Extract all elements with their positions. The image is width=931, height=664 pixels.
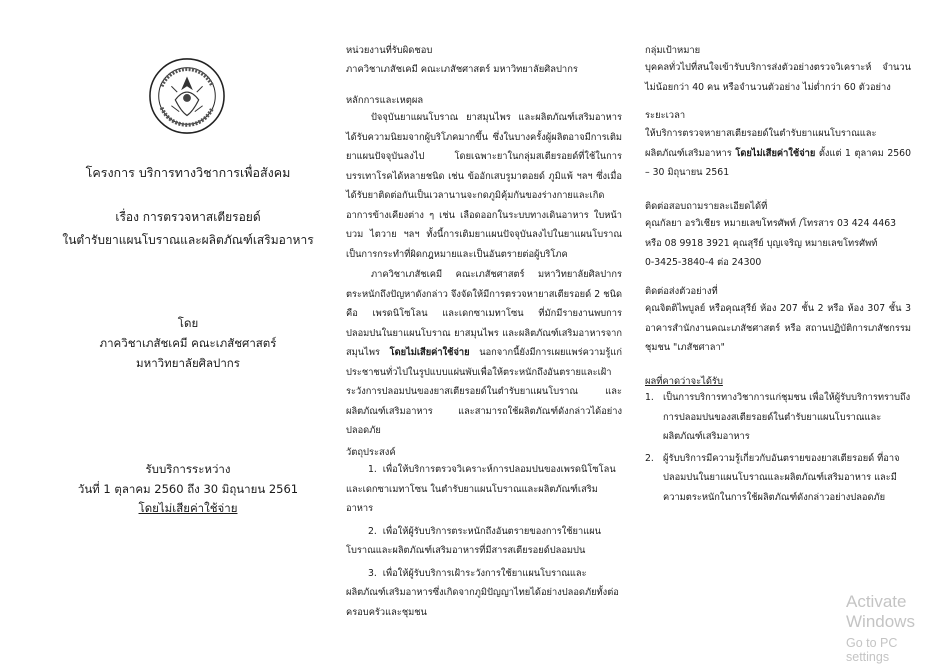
rationale-paragraph-2 — [346, 265, 622, 441]
objective-text: เพื่อให้บริการตรวจวิเคราะห์การปลอมปนของเพรดนิโซโลนและเดกซาเมทาโซน ในตำรับยาแผนโบราณและผลิตภัณฑ์เสริมอาหาร — [346, 464, 616, 514]
target-heading: กลุ่มเป้าหมาย — [645, 45, 701, 56]
contact-heading: ติดต่อสอบถามรายละเอียดได้ที่ — [645, 201, 768, 212]
benefit-item — [645, 449, 911, 508]
objective-item — [346, 460, 622, 519]
period-free: โดยไม่เสียค่าใช้จ่าย — [138, 501, 238, 516]
objective-text: เพื่อให้ผู้รับบริการเฝ้าระวังการใช้ยาแผนโบราณและผลิตภัณฑ์เสริมอาหารซึ่งเกิดจากภูมิปัญญาไทยได้อย่างปลอดภัยทั้งต่อครอบครัวและชุมชน — [346, 567, 619, 618]
watermark-line-1: Activate Windows — [846, 592, 915, 631]
contact-line-3: 0-3425-3840-4 ต่อ 24300 — [645, 257, 762, 268]
by-line-1: ภาควิชาเภสัชเคมี คณะเภสัชศาสตร์ — [99, 336, 277, 351]
benefit-text: ผู้รับบริการมีความรู้เกี่ยวกับอันตรายของยาสเตียรอยด์ ที่อาจปลอมปนในยาแผนโบราณและผลิตภัณฑ์เสริมอาหาร และมีความตระหนักในการใช้ผลิตภัณฑ์ดังกล่าวอย่างปลอดภัย — [663, 452, 900, 503]
duration-part-b: ตั้งแต่ 1 ตุลาคม 2560 – 30 มิถุนายน 2561 — [645, 147, 911, 178]
duration-free: โดยไม่เสียค่าใช้จ่าย — [735, 147, 816, 159]
benefit-text: เป็นการบริการทางวิชาการแก่ชุมชน เพื่อให้ผู้รับบริการทราบถึงการปลอมปนของสเตียรอยด์ในตำรับยาแผนโบราณและผลิตภัณฑ์เสริมอาหาร — [663, 392, 911, 442]
benefit-item — [645, 388, 911, 447]
objectives-heading: วัตถุประสงค์ — [346, 447, 396, 458]
rationale-p2-free: โดยไม่เสียค่าใช้จ่าย — [389, 347, 470, 358]
objective-num: 1. — [368, 464, 377, 475]
subject-line-1: เรื่อง การตรวจหาสเตียรอยด์ — [115, 210, 261, 224]
agency-value: ภาควิชาเภสัชเคมี คณะเภสัชศาสตร์ มหาวิทยาลัยศิลปากร — [346, 64, 578, 75]
contact-line-1: คุณกัลยา อรวิเชียร หมายเลขโทรศัพท์ /โทรสาร 03 424 4463 — [645, 218, 897, 229]
duration-heading: ระยะเวลา — [645, 110, 686, 121]
contact-line-2: หรือ 08 9918 3921 คุณสุรีย์ บุญเจริญ หมายเลขโทรศัพท์ — [645, 237, 878, 249]
duration-text — [645, 124, 911, 183]
objectives-list — [346, 460, 622, 622]
objective-item — [346, 564, 622, 623]
objective-num: 3. — [368, 567, 377, 579]
by-line-2: มหาวิทยาลัยศิลปากร — [136, 356, 240, 371]
activation-watermark — [846, 592, 931, 664]
subject-line-2: ในตำรับยาแผนโบราณและผลิตภัณฑ์เสริมอาหาร — [62, 232, 314, 247]
project-title: โครงการ บริการทางวิชาการเพื่อสังคม — [85, 165, 291, 180]
benefits-list — [645, 388, 911, 507]
sample-text: คุณจิตติไพบูลย์ หรือคุณสุรีย์ ห้อง 207 ชั้น 2 หรือ ห้อง 307 ชั้น 3 อาคารสำนักงานคณะเภสัชศาสตร์ หรือ สถานปฏิบัติการเภสัชกรรมชุมชน "เภสัชศาลา" — [645, 303, 911, 353]
contact-block — [645, 214, 913, 273]
sample-heading: ติดต่อส่งตัวอย่างที่ — [645, 286, 718, 297]
target-text: บุคคลทั่วไปที่สนใจเข้ารับบริการส่งตัวอย่างตรวจวิเคราะห์ จำนวนไม่น้อยกว่า 40 คน หรือจำนวนตัวอย่าง ไม่ต่ำกว่า 60 ตัวอย่าง — [645, 62, 911, 93]
benefit-num: 1. — [645, 392, 654, 403]
rationale-paragraph-1: ปัจจุบันยาแผนโบราณ ยาสมุนไพร และผลิตภัณฑ์เสริมอาหารได้รับความนิยมจากผู้บริโภคมากขึ้น ซึ่งในบางครั้งผู้ผลิตอาจมีการเติมยาแผนปัจจุบันลงไป โดยเฉพาะยาในกลุ่มสเตียรอยด์ที่ใช้ในการบรรเทาโรคได้หลายชนิด เช่น ข้ออักเสบรูมาตอยด์ ภูมิแพ้ ฯลฯ ซึ่งเมื่อได้รับยาติดต่อกันเป็นเวลานานจะกดภูมิคุ้มกันของร่างกายและเกิดอาการข้างเคียงต่าง ๆ เช่น เลือดออกในระบบทางเดินอาหาร ใบหน้าบวม ไตวาย ฯลฯ ทั้งนี้การเติมยาแผนปัจจุบันลงไปในยาแผนโบราณเป็นการกระทำที่ผิดกฎหมายและเป็นอันตรายต่อผู้บริโภค — [346, 112, 622, 260]
benefits-heading: ผลที่คาดว่าจะได้รับ — [645, 376, 723, 387]
objective-num: 2. — [368, 525, 377, 537]
objective-text: เพื่อให้ผู้รับบริการตระหนักถึงอันตรายของการใช้ยาแผนโบราณและผลิตภัณฑ์เสริมอาหารที่มีสารสเตียรอยด์ปลอมปน — [346, 525, 602, 556]
by-label: โดย — [177, 316, 199, 330]
period-label: รับบริการระหว่าง — [145, 462, 231, 476]
period-dates: วันที่ 1 ตุลาคม 2560 ถึง 30 มิถุนายน 2561 — [77, 481, 299, 496]
agency-heading: หน่วยงานที่รับผิดชอบ — [346, 45, 433, 56]
faculty-seal-logo — [148, 57, 226, 135]
benefit-num: 2. — [645, 452, 654, 464]
subject — [50, 206, 326, 252]
duration-part-a: ให้บริการตรวจหายาสเตียรอยด์ในตำรับยาแผนโบราณและผลิตภัณฑ์เสริมอาหาร — [645, 128, 877, 159]
watermark-line-2: Go to PC settings — [846, 636, 898, 664]
objective-item — [346, 522, 622, 561]
service-period — [50, 460, 326, 519]
rationale-p2-part-a: ภาควิชาเภสัชเคมี คณะเภสัชศาสตร์ มหาวิทยาลัยศิลปากรตระหนักถึงปัญหาดังกล่าว จึงจัดให้มีการตรวจหายาสเตียรอยด์ 2 ชนิด คือ เพรดนิโซโลน และเดกซาเมทาโซน ที่มักมีรายงานพบการปลอมปนในยาแผนโบราณ ยาสมุนไพร และผลิตภัณฑ์เสริมอาหารจากสมุนไพร — [346, 269, 622, 358]
rationale-p2-part-b: นอกจากนี้ยังมีการเผยแพร่ความรู้แก่ประชาชนทั่วไปในรูปแบบแผ่นพับเพื่อให้ตระหนักถึงอันตรายและเฝ้าระวังการปลอมปนของยาสเตียรอยด์ในตำรับยาแผนโบราณ และผลิตภัณฑ์เสริมอาหาร และสามารถใช้ผลิตภัณฑ์ดังกล่าวได้อย่างปลอดภัย — [346, 347, 622, 436]
organizer — [50, 313, 326, 373]
rationale-heading: หลักการและเหตุผล — [346, 95, 424, 106]
